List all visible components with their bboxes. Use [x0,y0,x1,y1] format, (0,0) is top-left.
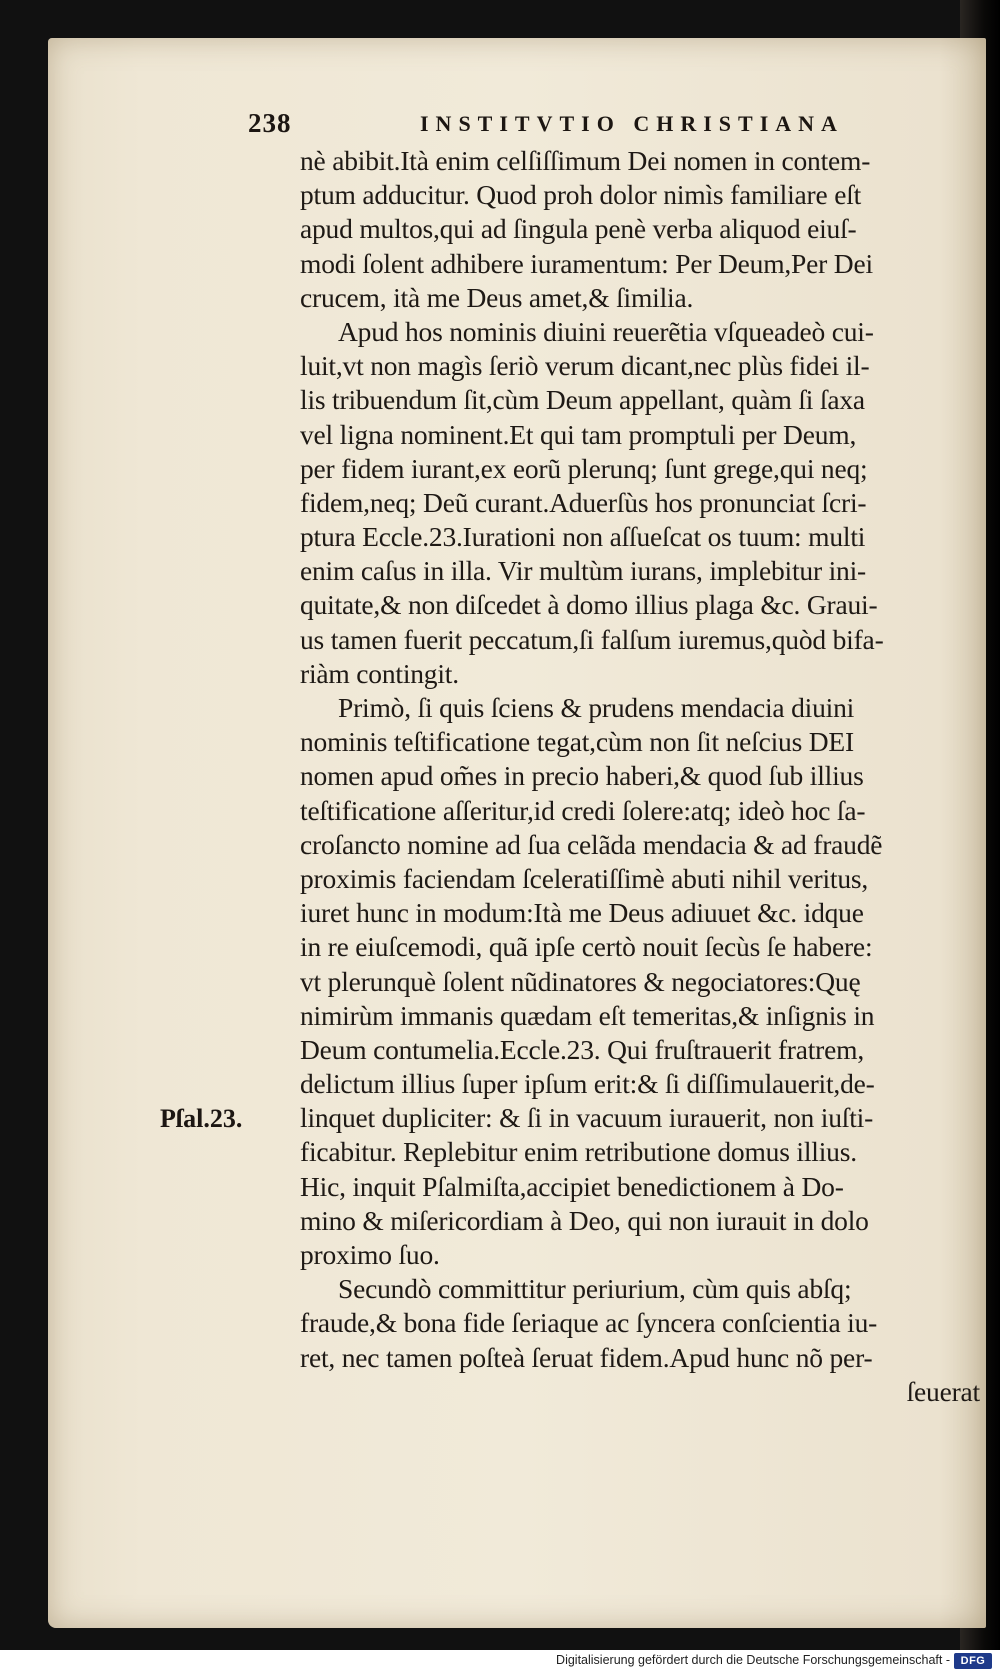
page-number: 238 [248,108,292,138]
text-line: enim caſus in illa. Vir multùm iurans, implebitur ini- [300,555,866,587]
footer-band [0,1650,1000,1673]
text-line: crucem, ità me Deus amet,& ſimilia. [300,281,694,313]
text-line: quitate,& non diſcedet à domo illius plaga &c. Graui- [300,589,878,621]
text-line: delictum illius ſuper ipſum erit:& ſi diſſimulauerit,de- [300,1068,875,1100]
text-line: Primò, ſi quis ſciens & prudens mendacia diuini [338,692,855,723]
text-line: ptura Eccle.23.Iurationi non aſſueſcat os tuum: multi [300,521,866,553]
text-line: teſtificatione aſſeritur,id credi ſolere:atq; ideò hoc ſa- [300,794,866,826]
text-line: ptum adducitur. Quod proh dolor nimìs familiare eſt [300,179,862,211]
margin-note: Pſal.23. [160,1104,243,1133]
dfg-logo: DFG [954,1653,992,1669]
text-line: Secundò committitur periurium, cùm quis abſq; [338,1273,852,1305]
text-line: ficabitur. Replebitur enim retributione domus illius. [300,1136,857,1168]
text-line: us tamen fuerit peccatum,ſi falſum iuremus,quòd bifa- [300,623,884,655]
text-line: riàm contingit. [300,657,459,689]
text-line: per fidem iurant,ex eorũ plerunq; ſunt grege,qui neq; [300,452,868,484]
running-title: INSTITVTIO CHRISTIANA [420,111,844,136]
text-line: fraude,& bona fide ſeriaque ac ſyncera conſcientia iu- [300,1307,878,1339]
text-line: luit,vt non magìs ſeriò verum dicant,nec plùs fidei il- [300,350,870,382]
body-text [300,144,990,1409]
footer-credit: Digitalisierung gefördert durch die Deutsche Forschungsgemeinschaft - [556,1653,950,1667]
text-line: fidem,neq; Deũ curant.Aduerſùs hos pronunciat ſcri- [300,486,867,518]
text-line: vel ligna nominent.Et qui tam promptuli per Deum, [300,418,857,450]
text-line: croſancto nomine ad ſua celãda mendacia & ad fraudẽ [300,828,883,860]
text-line: modi ſolent adhibere iuramentum: Per Deum,Per Dei [300,247,873,279]
text-line: nomen apud om̃es in precio haberi,& quod ſub illius [300,760,864,792]
text-line: Deum contumelia.Eccle.23. Qui fruſtrauerit fratrem, [300,1033,865,1065]
text-line: ret, nec tamen poſteà ſeruat fidem.Apud hunc nõ per- [300,1341,873,1373]
text-line: in re eiuſcemodi, quã ipſe certò nouit ſecùs ſe habere: [300,931,873,963]
text-line: nimirùm immanis quædam eſt temeritas,& inſignis in [300,999,875,1031]
text-line: apud multos,qui ad ſingula penè verba aliquod eiuſ- [300,213,857,245]
text-line: Apud hos nominis diuini reuerẽtia vſqueadeò cui- [338,315,874,347]
text-line: linquet dupliciter: & ſi in vacuum iurauerit, non iuſti- [300,1102,874,1134]
text-line: nè abibit.Ità enim celſiſſimum Dei nomen in contem- [300,145,871,176]
text-line: proximis faciendam ſceleratiſſimè abuti nihil veritus, [300,862,869,894]
catchword: ſeuerat [906,1375,980,1407]
text-line: nominis teſtificatione tegat,cùm non ſit neſcius DEI [300,726,854,758]
text-line: lis tribuendum ſit,cùm Deum appellant, quàm ſi ſaxa [300,384,865,416]
text-line: Hic, inquit Pſalmiſta,accipiet benedictionem à Do- [300,1170,844,1202]
text-line: mino & miſericordiam à Deo, qui non iurauit in dolo [300,1204,869,1236]
page-header [248,108,978,148]
text-line: proximo ſuo. [300,1239,440,1270]
text-line: vt plerunquè ſolent nũdinatores & negociatores:Quę [300,965,861,997]
text-line: iuret hunc in modum:Ità me Deus adiuuet &c. idque [300,897,864,929]
